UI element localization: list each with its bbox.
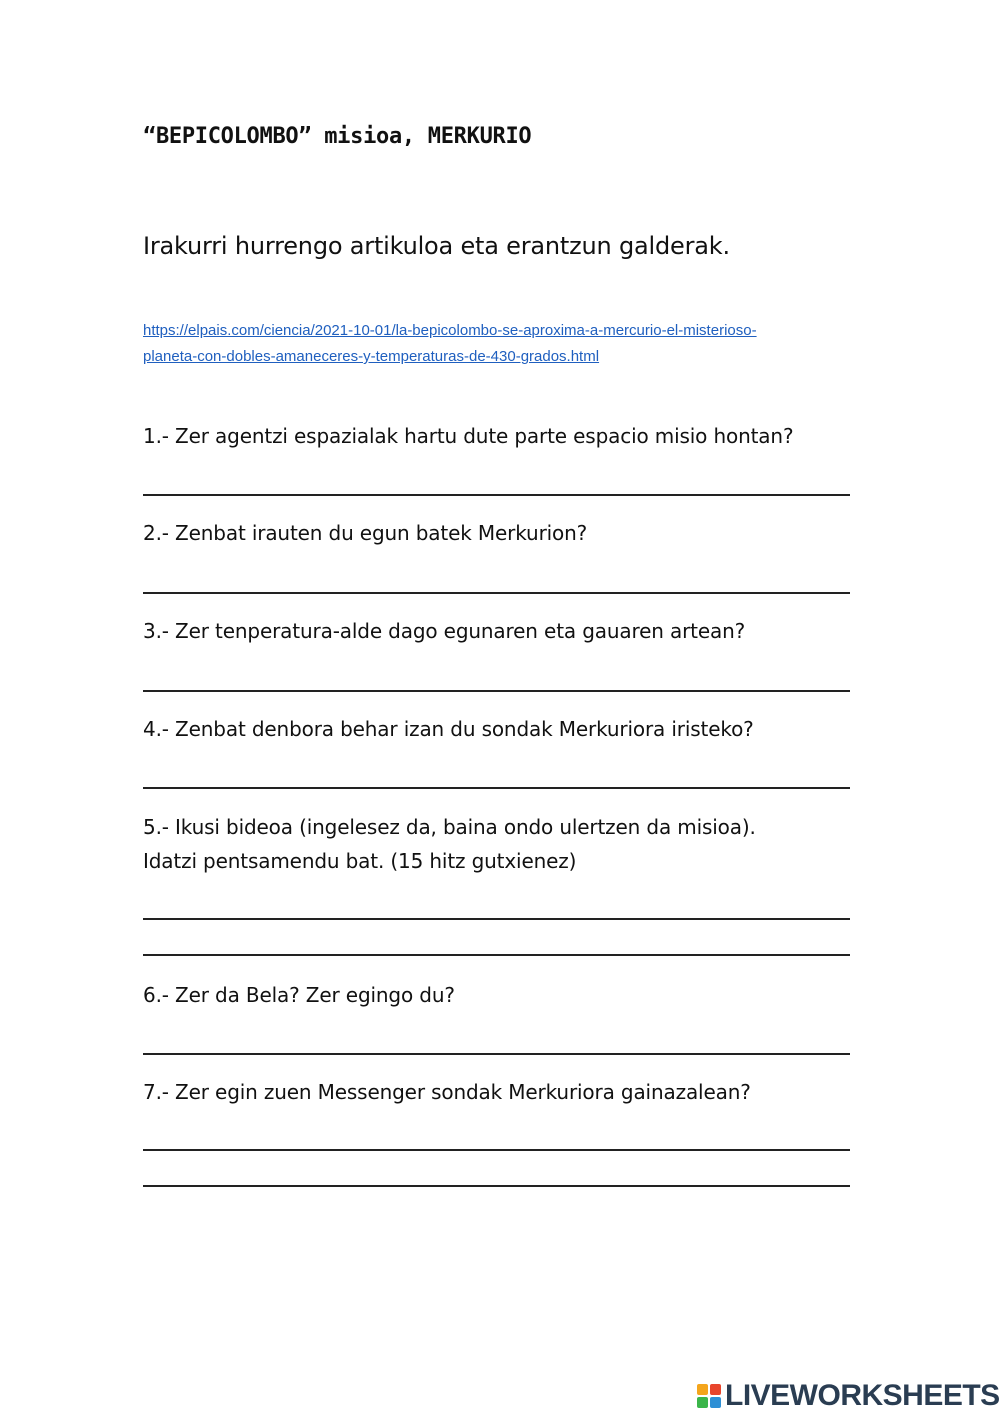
answer-line-1[interactable] bbox=[143, 494, 850, 496]
answer-line-7a[interactable] bbox=[143, 1149, 850, 1151]
answer-line-6[interactable] bbox=[143, 1053, 850, 1055]
question-6: 6.- Zer da Bela? Zer egingo du? bbox=[143, 983, 455, 1007]
logo-text: LIVEWORKSHEETS bbox=[725, 1379, 1000, 1412]
answer-line-3[interactable] bbox=[143, 690, 850, 692]
question-4: 4.- Zenbat denbora behar izan du sondak Merkuriora iristeko? bbox=[143, 717, 754, 741]
logo-square-4 bbox=[710, 1397, 721, 1408]
liveworksheets-logo-icon bbox=[697, 1384, 721, 1408]
answer-line-4[interactable] bbox=[143, 787, 850, 789]
article-link[interactable] bbox=[143, 318, 863, 370]
question-7: 7.- Zer egin zuen Messenger sondak Merkuriora gainazalean? bbox=[143, 1080, 751, 1104]
article-link-line-2[interactable]: planeta-con-dobles-amaneceres-y-temperaturas-de-430-grados.html bbox=[143, 348, 600, 365]
logo-square-1 bbox=[697, 1384, 708, 1395]
question-2: 2.- Zenbat irauten du egun batek Merkurion? bbox=[143, 521, 588, 545]
question-3: 3.- Zer tenperatura-alde dago egunaren eta gauaren artean? bbox=[143, 619, 746, 643]
article-link-line-1[interactable]: https://elpais.com/ciencia/2021-10-01/la-bepicolombo-se-aproxima-a-mercurio-el-misterioso- bbox=[143, 322, 757, 339]
answer-line-5b[interactable] bbox=[143, 954, 850, 956]
instruction-text: Irakurri hurrengo artikuloa eta erantzun galderak. bbox=[143, 232, 730, 260]
answer-line-7b[interactable] bbox=[143, 1185, 850, 1187]
question-5: 5.- Ikusi bideoa (ingelesez da, baina ondo ulertzen da misioa). bbox=[143, 815, 756, 839]
answer-line-2[interactable] bbox=[143, 592, 850, 594]
question-5-continued: Idatzi pentsamendu bat. (15 hitz gutxienez) bbox=[143, 849, 577, 873]
logo-square-3 bbox=[697, 1397, 708, 1408]
liveworksheets-logo bbox=[697, 1376, 1000, 1416]
worksheet-title: “BEPICOLOMBO” misioa, MERKURIO bbox=[143, 124, 532, 149]
logo-square-2 bbox=[710, 1384, 721, 1395]
question-1: 1.- Zer agentzi espazialak hartu dute parte espacio misio hontan? bbox=[143, 424, 794, 448]
answer-line-5a[interactable] bbox=[143, 918, 850, 920]
